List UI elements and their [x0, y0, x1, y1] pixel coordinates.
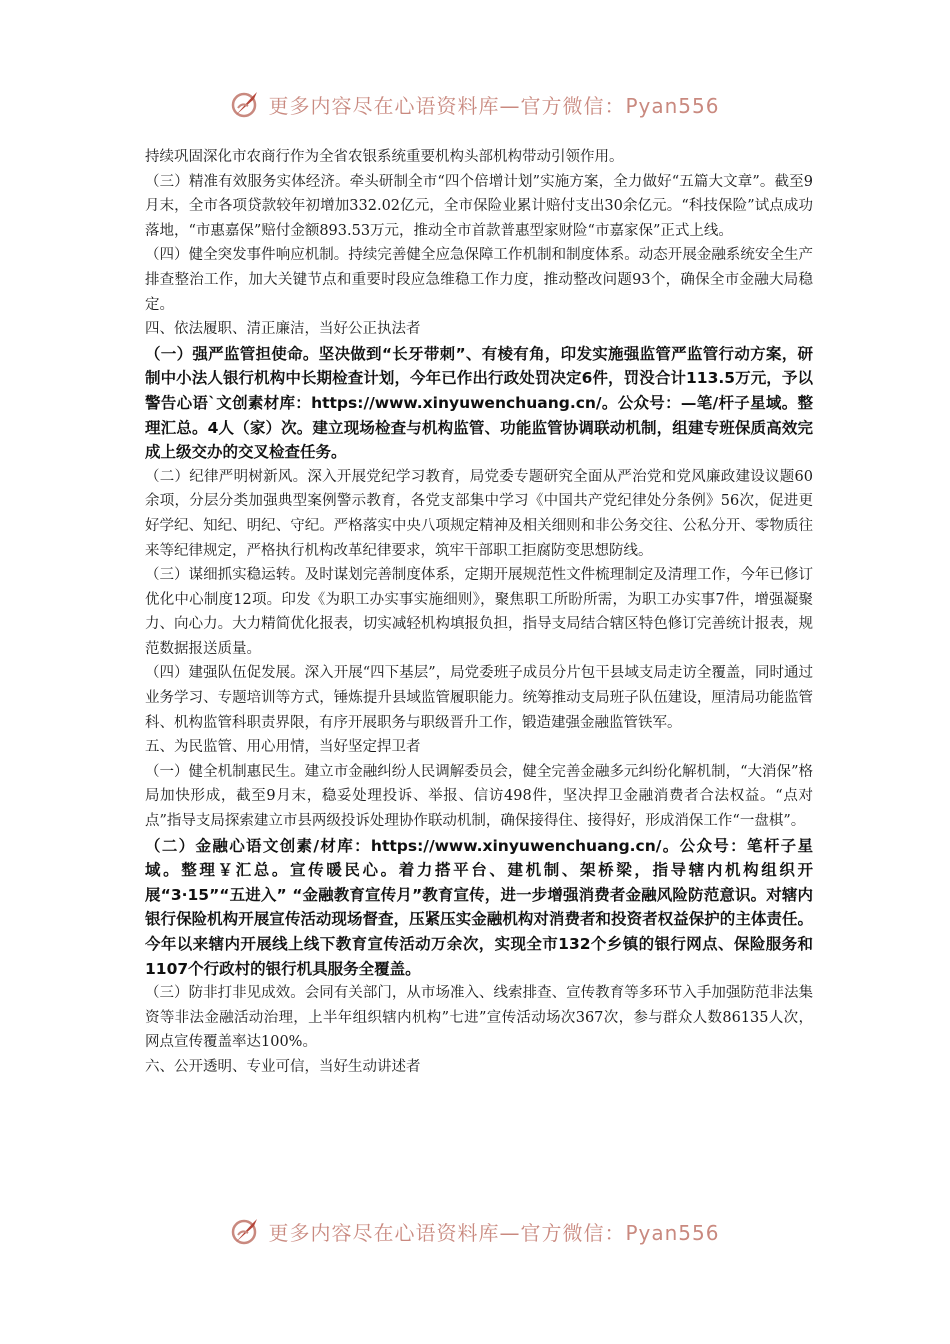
- section-heading: 六、公开透明、专业可信，当好生动讲述者: [145, 1058, 421, 1075]
- footer-watermark-text: 更多内容尽在心语资料库—官方微信：Pyan556: [268, 1220, 720, 1245]
- header-watermark-banner: [0, 84, 950, 124]
- section-heading: 四、依法履职、清正廉洁，当好公正执法者: [145, 321, 421, 338]
- paragraph: （三）精准有效服务实体经济。牵头研制全市“四个倍增计划”实施方案，全力做好“五篇大文章”。截至9月末，全市各项贷款较年初增加332.02亿元，全市保险业累计赔付支出30余亿元。“科技保险”试点成功落地，“市惠嘉保”赔付金额893.53万元，推动全市首款普惠型家财险“市嘉家保”正式上线。: [145, 173, 813, 239]
- footer-watermark-banner: [0, 1211, 950, 1251]
- header-watermark-text: 更多内容尽在心语资料库—官方微信：Pyan556: [268, 93, 720, 118]
- paragraph: （二）金融心语文创素/材库：https://www.xinyuwenchuang.cn/。公众号：笔杆子星域。整理￥汇总。宣传暖民心。着力搭平台、建机制、架桥梁，指导辖内机构组织开展“3·15”“五进入” “金融教育宣传月”教育宣传，进一步增强消费者金融风险防范意识。对辖内银行保险机构开展宣传活动现场督查，压紧压实金融机构对消费者和投资者权益保护的主体责任。今年以来辖内开展线上线下教育宣传活动万余次，实现全市132个乡镇的银行网点、保险服务和1107个行政村的银行机具服务全覆盖。: [145, 836, 813, 978]
- paragraph: （一）健全机制惠民生。建立市金融纠纷人民调解委员会，健全完善金融多元纠纷化解机制，“大消保”格局加快形成，截至9月末，稳妥处理投诉、举报、信访498件，坚决捍卫金融消费者合法权益。“点对点”指导支局探索建立市县两级投诉处理协作联动机制，确保接得住、接得好，形成消保工作“一盘棋”。: [145, 763, 813, 830]
- section-heading: 五、为民监管、用心用情，当好坚定捍卫者: [145, 739, 421, 756]
- paragraph: （二）纪律严明树新风。深入开展党纪学习教育，局党委专题研究全面从严治党和党风廉政建设议题60余项，分层分类加强典型案例警示教育，各党支部集中学习《中国共产党纪律处分条例》56次，促进更好学纪、知纪、明纪、守纪。严格落实中央八项规定精神及相关细则和非公务交往、公私分开、零物质往来等纪律规定，严格执行机构改革纪律要求，筑牢干部职工拒腐防变思想防线。: [145, 468, 813, 559]
- paragraph: （三）谋细抓实稳运转。及时谋划完善制度体系，定期开展规范性文件梳理制定及清理工作，今年已修订优化中心制度12项。印发《为职工办实事实施细则》，聚焦职工所盼所需，为职工办实事7件，增强凝聚力、向心力。大力精简优化报表，切实减轻机构填报负担，指导支局结合辖区特色修订完善统计报表，规范数据报送质量。: [145, 567, 813, 657]
- brush-logo-icon: [230, 88, 262, 120]
- paragraph: （一）强严监管担使命。坚决做到“长牙带刺”、有棱有角，印发实施强监管严监管行动方案，研制中小法人银行机构中长期检查计划，今年已作出行政处罚决定6件，罚没合计113.5万元，予以警告心语`文创素材库：https://www.xinyuwenchuang.cn/。公众号：—笔/杆子星域。整理汇总。4人（家）次。建立现场检查与机构监管、功能监管协调联动机制，组建专班保质高效完成上级交办的交叉检查任务。: [145, 344, 813, 462]
- document-body: [145, 145, 813, 1080]
- paragraph: 持续巩固深化市农商行作为全省农银系统重要机构头部机构带动引领作用。: [145, 149, 624, 165]
- paragraph: （三）防非打非见成效。会同有关部门，从市场准入、线索排查、宣传教育等多环节入手加强防范非法集资等非法金融活动治理，上半年组织辖内机构”七进”宣传活动场次367次，参与群众人数86135人次，网点宣传覆盖率达100%。: [145, 985, 813, 1051]
- brush-logo-icon: [230, 1215, 262, 1247]
- paragraph: （四）健全突发事件响应机制。持续完善健全应急保障工作机制和制度体系。动态开展金融系统安全生产排查整治工作，加大关键节点和重要时段应急维稳工作力度，推动整改问题93个，确保全市金融大局稳定。: [145, 247, 813, 313]
- paragraph: （四）建强队伍促发展。深入开展“四下基层”，局党委班子成员分片包干县域支局走访全覆盖，同时通过业务学习、专题培训等方式，锤炼提升县域监管履职能力。统筹推动支局班子队伍建设，厘清局功能监管科、机构监管科职责界限，有序开展职务与职级晋升工作，锻造建强金融监管铁军。: [145, 665, 813, 731]
